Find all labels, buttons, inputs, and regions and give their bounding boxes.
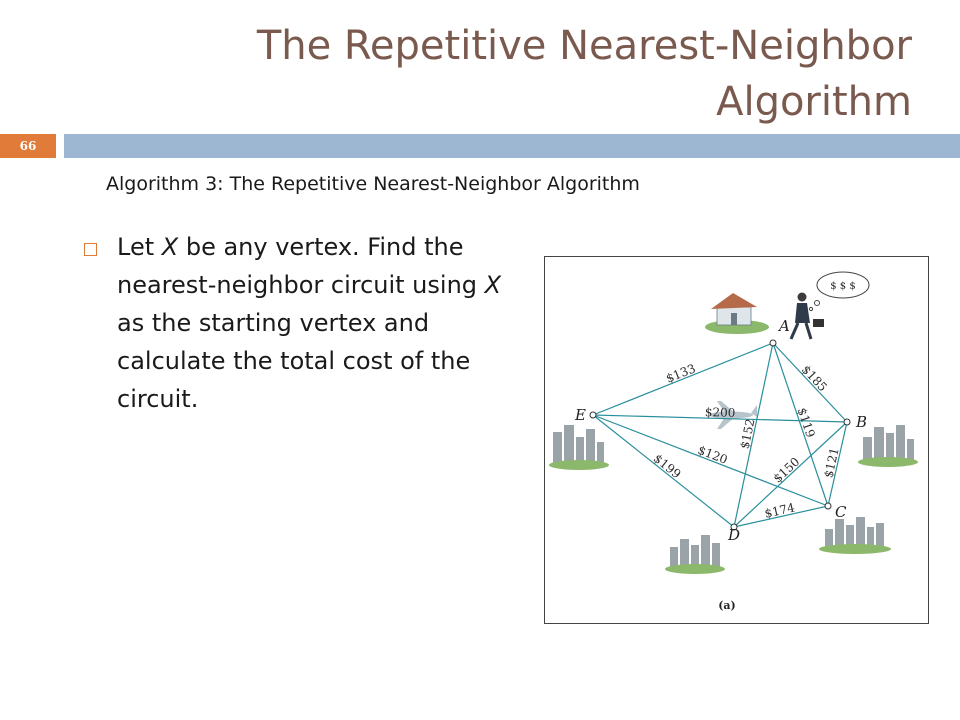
vertex-label-c: C bbox=[835, 503, 847, 521]
thought-bubble-text: $ $ $ bbox=[830, 281, 856, 292]
city-c-icon bbox=[819, 517, 891, 554]
bullet-text-seg1: Let bbox=[117, 233, 162, 261]
bullet-var-x: X bbox=[161, 233, 179, 261]
vertex-b bbox=[844, 419, 850, 425]
graph-figure bbox=[544, 256, 929, 624]
vertex-label-e: E bbox=[575, 406, 586, 424]
bullet-text-seg2: be any vertex. Find the nearest-neighbor circuit using bbox=[117, 233, 485, 299]
edge-label-b-d: $150 bbox=[770, 454, 803, 486]
bullet-item bbox=[84, 228, 524, 418]
edge-label-a-c: $119 bbox=[794, 405, 818, 440]
edge-label-b-c: $121 bbox=[821, 446, 842, 480]
bullet-text bbox=[117, 228, 524, 418]
algorithm-heading: Algorithm 3: The Repetitive Nearest-Neighbor Algorithm bbox=[106, 173, 640, 195]
edge-label-a-e: $133 bbox=[664, 361, 698, 386]
city-b-icon bbox=[858, 425, 918, 467]
header-rule bbox=[64, 134, 960, 158]
edge-label-d-c: $174 bbox=[763, 500, 797, 521]
graph-svg bbox=[545, 257, 928, 623]
edge-label-e-b: $200 bbox=[704, 405, 736, 420]
city-e-icon bbox=[549, 425, 609, 470]
house-icon bbox=[705, 293, 769, 334]
vertex-label-b: B bbox=[856, 413, 868, 431]
edge-label-e-d: $199 bbox=[650, 451, 684, 482]
bullet-text-seg3: as the starting vertex and calculate the total cost of the circuit. bbox=[117, 309, 471, 413]
graph-vertices bbox=[574, 317, 867, 544]
city-d-icon bbox=[665, 535, 725, 574]
graph-edge-labels bbox=[651, 361, 842, 521]
vertex-a bbox=[770, 340, 776, 346]
vertex-e bbox=[590, 412, 596, 418]
thought-bubble-icon bbox=[809, 272, 869, 311]
bullet-var-x-2: X bbox=[484, 271, 502, 299]
figure-caption: (a) bbox=[718, 599, 736, 612]
businessman-icon bbox=[791, 293, 824, 340]
edge-label-e-c: $120 bbox=[695, 442, 730, 467]
vertex-c bbox=[825, 503, 831, 509]
edge-label-a-d: $152 bbox=[737, 417, 758, 451]
bullet-square-icon bbox=[84, 243, 97, 256]
vertex-label-d: D bbox=[728, 526, 741, 544]
edge-label-a-b: $185 bbox=[798, 362, 830, 395]
page-number: 66 bbox=[0, 134, 56, 158]
page-header-bar bbox=[0, 134, 960, 158]
slide-title: The Repetitive Nearest-Neighbor Algorithm bbox=[256, 23, 912, 125]
vertex-label-a: A bbox=[779, 317, 790, 335]
